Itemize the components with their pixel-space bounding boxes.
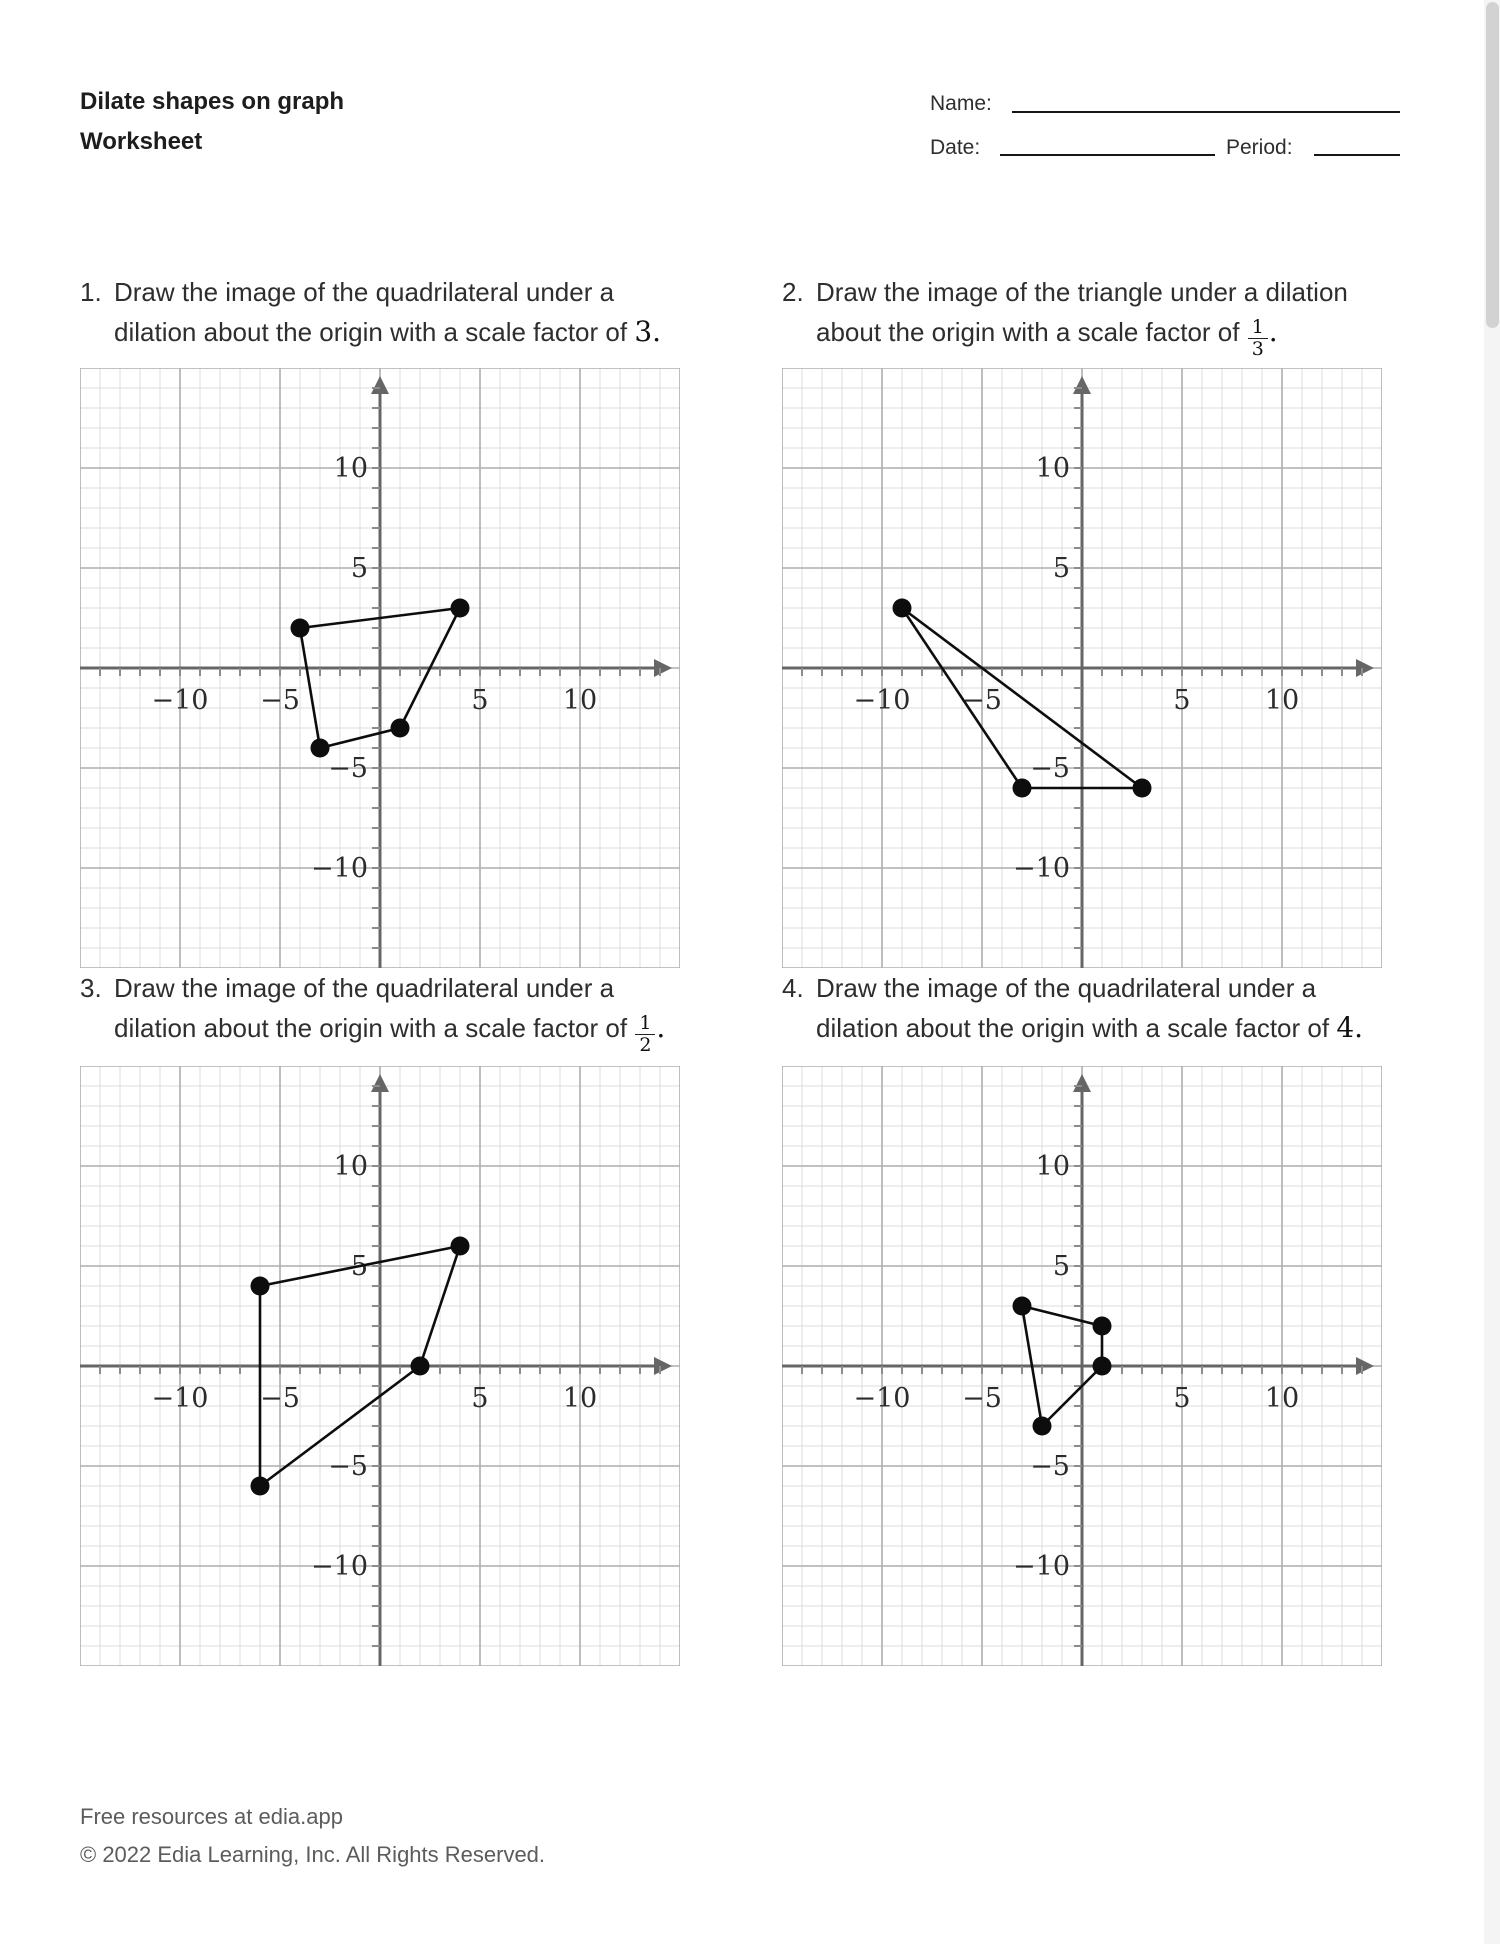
y-axis-arrow-icon bbox=[1073, 1074, 1091, 1092]
period-label: Period: bbox=[1226, 136, 1293, 159]
graph-problem-2 bbox=[782, 368, 1382, 968]
y-tick-label: 5 bbox=[1052, 553, 1070, 584]
x-tick-label: −10 bbox=[853, 1383, 911, 1414]
sentence-period: . bbox=[1354, 1011, 1364, 1044]
x-tick-label: −10 bbox=[853, 685, 911, 716]
x-tick-label: −10 bbox=[151, 685, 209, 716]
problem-2-number: 2. bbox=[782, 277, 804, 307]
coordinate-grid bbox=[782, 1066, 1382, 1666]
problem-2-scale-factor bbox=[1247, 315, 1278, 360]
scale-factor-fraction: $\frac{1}{2}$ bbox=[635, 1013, 655, 1056]
x-tick-label: 10 bbox=[1264, 1383, 1300, 1414]
sentence-period: . bbox=[1268, 315, 1278, 348]
vertex-dot bbox=[1133, 779, 1152, 798]
graph-problem-3 bbox=[80, 1066, 680, 1666]
vertex-dot bbox=[251, 1277, 270, 1296]
x-tick-label: 5 bbox=[471, 685, 489, 716]
footer-copyright-text: © 2022 Edia Learning, Inc. All Rights Reserved. bbox=[80, 1842, 546, 1867]
problem-1-statement bbox=[80, 272, 740, 352]
y-tick-label: −5 bbox=[328, 753, 368, 784]
y-tick-label: 5 bbox=[350, 553, 368, 584]
vertex-dot bbox=[251, 1477, 270, 1496]
worksheet-title-line1: Dilate shapes on graph bbox=[80, 88, 345, 115]
y-tick-label: −10 bbox=[1013, 853, 1070, 884]
date-label: Date: bbox=[930, 136, 981, 159]
name-blank-line bbox=[1012, 111, 1400, 113]
problem-2-line2: about the origin with a scale factor of bbox=[816, 317, 1240, 347]
scale-factor-value: 3 bbox=[634, 315, 653, 348]
problem-4-number: 4. bbox=[782, 973, 804, 1003]
vertex-dot bbox=[451, 1237, 470, 1256]
coordinate-grid bbox=[80, 1066, 680, 1666]
x-tick-label: 5 bbox=[471, 1383, 489, 1414]
vertex-dot bbox=[1033, 1417, 1052, 1436]
vertex-dot bbox=[291, 619, 310, 638]
vertex-dot bbox=[1093, 1357, 1112, 1376]
x-axis-arrow-icon bbox=[654, 1357, 672, 1375]
y-axis-arrow-icon bbox=[1073, 376, 1091, 394]
x-axis-arrow-icon bbox=[1356, 1357, 1374, 1375]
x-tick-label: 5 bbox=[1173, 685, 1191, 716]
x-tick-label: −5 bbox=[962, 685, 1002, 716]
x-tick-label: −5 bbox=[260, 1383, 300, 1414]
problem-4-statement bbox=[782, 968, 1442, 1048]
problem-2-line1: Draw the image of the triangle under a dilation bbox=[816, 277, 1348, 307]
x-tick-label: 10 bbox=[562, 685, 598, 716]
y-tick-label: 5 bbox=[350, 1251, 368, 1282]
x-tick-label: 5 bbox=[1173, 1383, 1191, 1414]
vertex-dot bbox=[1013, 1297, 1032, 1316]
y-tick-label: −5 bbox=[328, 1451, 368, 1482]
y-tick-label: 10 bbox=[1035, 453, 1070, 484]
worksheet-title bbox=[80, 82, 344, 162]
graph-problem-4 bbox=[782, 1066, 1382, 1666]
problem-3-line2: dilation about the origin with a scale factor of bbox=[114, 1013, 628, 1043]
y-tick-label: −10 bbox=[1013, 1551, 1070, 1582]
coordinate-grid bbox=[782, 368, 1382, 968]
sentence-period: . bbox=[656, 1011, 666, 1044]
x-tick-label: −10 bbox=[151, 1383, 209, 1414]
scale-factor-value: 4 bbox=[1336, 1011, 1355, 1044]
coordinate-grid bbox=[80, 368, 680, 968]
y-tick-label: −5 bbox=[1030, 753, 1070, 784]
period-blank-line bbox=[1314, 154, 1400, 156]
vertex-dot bbox=[411, 1357, 430, 1376]
x-tick-label: −5 bbox=[962, 1383, 1002, 1414]
footer bbox=[80, 1798, 545, 1874]
problem-4-scale-factor bbox=[1336, 1013, 1363, 1043]
problem-1-line1: Draw the image of the quadrilateral under a bbox=[114, 277, 615, 307]
problem-2-statement bbox=[782, 272, 1442, 360]
vertex-dot bbox=[893, 599, 912, 618]
x-tick-label: 10 bbox=[562, 1383, 598, 1414]
vertex-dot bbox=[391, 719, 410, 738]
y-tick-label: 10 bbox=[333, 453, 368, 484]
y-tick-label: 10 bbox=[1035, 1151, 1070, 1182]
y-tick-label: −10 bbox=[311, 1551, 368, 1582]
problem-4-line1: Draw the image of the quadrilateral under a bbox=[816, 973, 1317, 1003]
scrollbar-thumb[interactable] bbox=[1486, 2, 1499, 328]
date-blank-line bbox=[1000, 154, 1215, 156]
problem-1-number: 1. bbox=[80, 277, 102, 307]
vertex-dot bbox=[311, 739, 330, 758]
y-tick-label: 5 bbox=[1052, 1251, 1070, 1282]
vertex-dot bbox=[1013, 779, 1032, 798]
x-tick-label: 10 bbox=[1264, 685, 1300, 716]
problem-4-line2: dilation about the origin with a scale factor of bbox=[816, 1013, 1330, 1043]
name-label: Name: bbox=[930, 92, 992, 115]
y-axis-arrow-icon bbox=[371, 1074, 389, 1092]
vertex-dot bbox=[1093, 1317, 1112, 1336]
x-axis-arrow-icon bbox=[654, 659, 672, 677]
y-tick-label: −10 bbox=[311, 853, 368, 884]
y-axis-arrow-icon bbox=[371, 376, 389, 394]
problem-3-scale-factor bbox=[634, 1011, 666, 1056]
problem-1-scale-factor bbox=[634, 317, 661, 347]
worksheet-title-line2: Worksheet bbox=[80, 128, 203, 155]
problem-3-line1: Draw the image of the quadrilateral under a bbox=[114, 973, 615, 1003]
graph-problem-1 bbox=[80, 368, 680, 968]
problem-3-number: 3. bbox=[80, 973, 102, 1003]
sentence-period: . bbox=[652, 315, 662, 348]
problem-1-line2: dilation about the origin with a scale factor of bbox=[114, 317, 628, 347]
problem-3-statement bbox=[80, 968, 740, 1056]
footer-resources-text: Free resources at edia.app bbox=[80, 1804, 343, 1829]
y-tick-label: −5 bbox=[1030, 1451, 1070, 1482]
y-tick-label: 10 bbox=[333, 1151, 368, 1182]
x-axis-arrow-icon bbox=[1356, 659, 1374, 677]
vertex-dot bbox=[451, 599, 470, 618]
x-tick-label: −5 bbox=[260, 685, 300, 716]
scale-factor-fraction: $\frac{1}{3}$ bbox=[1248, 317, 1268, 360]
